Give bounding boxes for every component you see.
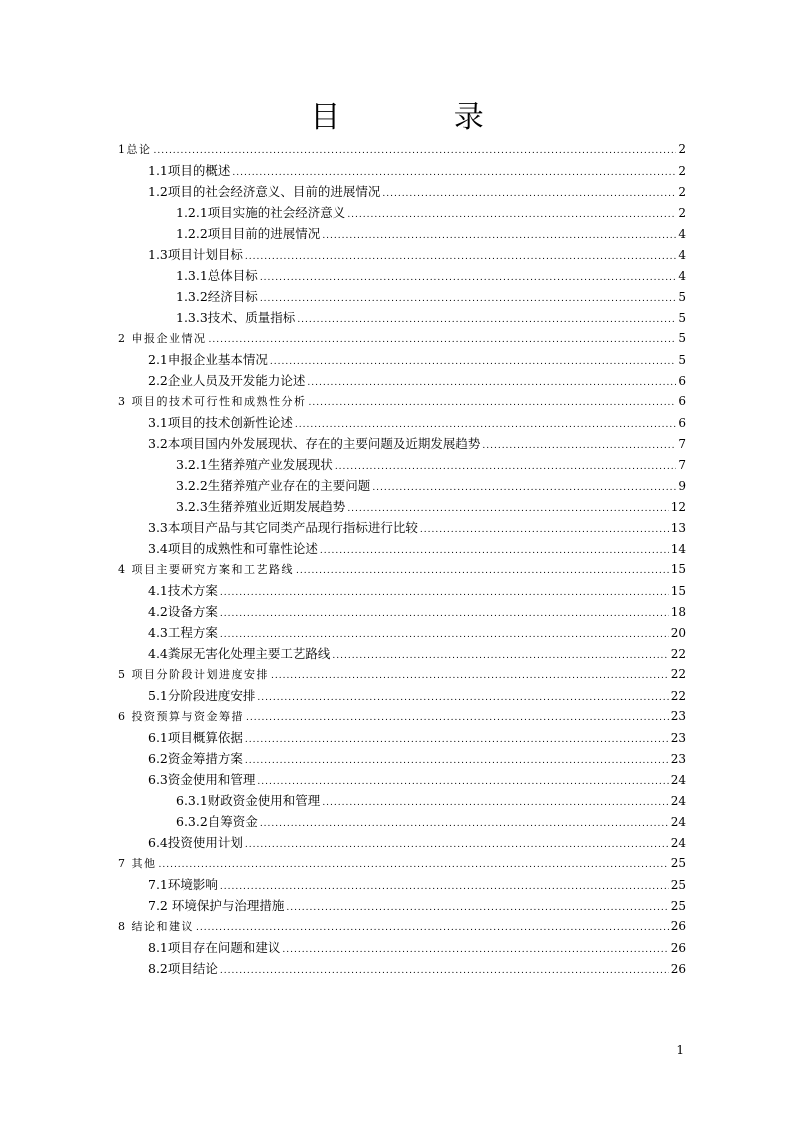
toc-entry-page: 9 <box>678 479 686 493</box>
toc-entry-page: 25 <box>670 856 686 870</box>
toc-entry-title: 2.1申报企业基本情况 <box>148 352 268 367</box>
toc-entry-page: 26 <box>670 962 686 976</box>
toc-entry[interactable] <box>118 937 686 958</box>
toc-entry-title: 1.2.2项目目前的进展情况 <box>176 226 321 241</box>
toc-entry-title: 6.4投资使用计划 <box>148 835 243 850</box>
toc-entry[interactable] <box>118 244 686 265</box>
toc-entry-title: 4.4粪尿无害化处理主要工艺路线 <box>148 646 331 661</box>
toc-entry-page: 2 <box>678 185 686 199</box>
toc-entry-page: 26 <box>670 919 686 933</box>
toc-entry-title: 3.2.1生猪养殖产业发展现状 <box>176 457 333 472</box>
toc-entry[interactable] <box>118 223 686 244</box>
toc-entry-title: 1.3.3技术、质量指标 <box>176 310 296 325</box>
toc-leader-dots <box>220 583 669 604</box>
toc-entry-title: 6.1项目概算依据 <box>148 730 243 745</box>
toc-entry-title: 6.3.2自筹资金 <box>176 814 258 829</box>
toc-entry-title: 3.2.3生猪养殖业近期发展趋势 <box>176 499 346 514</box>
toc-entry[interactable] <box>118 601 686 622</box>
toc-leader-dots <box>307 373 676 394</box>
toc-entry-title: 8 结论和建议 <box>118 920 194 933</box>
toc-entry[interactable] <box>118 916 686 937</box>
toc-entry-title: 4.3工程方案 <box>148 625 218 640</box>
toc-entry-page: 15 <box>670 562 686 576</box>
toc-entry-title: 3.2本项目国内外发展现状、存在的主要问题及近期发展趋势 <box>148 436 481 451</box>
toc-entry-page: 4 <box>678 227 686 241</box>
toc-leader-dots <box>220 877 669 898</box>
toc-leader-dots <box>309 393 677 414</box>
toc-entry[interactable] <box>118 433 686 454</box>
toc-leader-dots <box>154 141 677 162</box>
toc-entry-page: 22 <box>670 647 686 661</box>
page-title: 目 录 <box>310 100 536 135</box>
toc-entry-page: 13 <box>670 521 686 535</box>
toc-leader-dots <box>220 961 669 982</box>
toc-entry-page: 5 <box>678 311 686 325</box>
toc-leader-dots <box>245 835 669 856</box>
toc-entry-title: 3.3本项目产品与其它同类产品现行指标进行比较 <box>148 520 418 535</box>
toc-entry-page: 2 <box>678 206 686 220</box>
toc-entry-title: 4 项目主要研究方案和工艺路线 <box>118 563 294 576</box>
toc-entry-page: 4 <box>678 248 686 262</box>
toc-entry[interactable] <box>118 580 686 601</box>
toc-entry-title: 6.3资金使用和管理 <box>148 772 256 787</box>
toc-entry[interactable] <box>118 769 686 790</box>
toc-entry-title: 1总论 <box>118 143 152 156</box>
toc-leader-dots <box>245 247 676 268</box>
toc-entry[interactable] <box>118 370 686 391</box>
toc-leader-dots <box>271 666 669 687</box>
table-of-contents <box>118 139 686 979</box>
toc-entry[interactable] <box>118 139 686 160</box>
toc-leader-dots <box>372 478 676 499</box>
toc-entry[interactable] <box>118 874 686 895</box>
toc-entry-title: 6 投资预算与资金筹措 <box>118 710 244 723</box>
toc-entry-page: 2 <box>678 164 686 178</box>
toc-entry-title: 1.2项目的社会经济意义、目前的进展情况 <box>148 184 381 199</box>
toc-entry-page: 12 <box>670 500 686 514</box>
toc-entry-title: 6.2资金筹措方案 <box>148 751 243 766</box>
toc-entry-title: 7.2 环境保护与治理措施 <box>148 898 285 913</box>
toc-entry[interactable] <box>118 622 686 643</box>
toc-entry-page: 24 <box>670 815 686 829</box>
toc-entry-title: 8.2项目结论 <box>148 961 218 976</box>
toc-entry-page: 7 <box>678 458 686 472</box>
toc-entry-title: 3 项目的技术可行性和成熟性分析 <box>118 395 307 408</box>
toc-entry[interactable] <box>118 454 686 475</box>
toc-entry-title: 1.3项目计划目标 <box>148 247 243 262</box>
toc-entry-page: 24 <box>670 773 686 787</box>
toc-entry[interactable] <box>118 958 686 979</box>
toc-entry-title: 3.1项目的技术创新性论述 <box>148 415 293 430</box>
toc-entry-title: 1.3.2经济目标 <box>176 289 258 304</box>
toc-entry[interactable] <box>118 685 686 706</box>
toc-entry[interactable] <box>118 748 686 769</box>
toc-entry[interactable] <box>118 811 686 832</box>
toc-entry[interactable] <box>118 391 686 412</box>
toc-leader-dots <box>296 561 669 582</box>
toc-leader-dots <box>270 352 676 373</box>
toc-entry-title: 4.2设备方案 <box>148 604 218 619</box>
toc-entry[interactable] <box>118 853 686 874</box>
toc-entry-title: 8.1项目存在问题和建议 <box>148 940 281 955</box>
toc-entry-title: 4.1技术方案 <box>148 583 218 598</box>
page-number: 1 <box>676 1043 684 1057</box>
toc-entry-title: 2.2企业人员及开发能力论述 <box>148 373 306 388</box>
toc-leader-dots <box>245 730 669 751</box>
toc-entry-page: 22 <box>670 667 686 681</box>
toc-entry[interactable] <box>118 706 686 727</box>
toc-entry[interactable] <box>118 538 686 559</box>
toc-entry[interactable] <box>118 475 686 496</box>
toc-entry-title: 1.1项目的概述 <box>148 163 231 178</box>
toc-entry-title: 3.2.2生猪养殖产业存在的主要问题 <box>176 478 371 493</box>
toc-entry-page: 5 <box>678 331 686 345</box>
toc-leader-dots <box>286 898 668 919</box>
toc-leader-dots <box>335 457 677 478</box>
toc-entry-page: 24 <box>670 836 686 850</box>
toc-entry[interactable] <box>118 328 686 349</box>
toc-leader-dots <box>347 205 676 226</box>
toc-entry-title: 7.1环境影响 <box>148 877 218 892</box>
toc-entry[interactable] <box>118 160 686 181</box>
toc-entry-page: 23 <box>670 731 686 745</box>
toc-entry[interactable] <box>118 496 686 517</box>
toc-entry-title: 2 申报企业情况 <box>118 332 207 345</box>
toc-entry[interactable] <box>118 895 686 916</box>
toc-entry[interactable] <box>118 790 686 811</box>
toc-entry[interactable] <box>118 181 686 202</box>
toc-leader-dots <box>420 520 669 541</box>
toc-leader-dots <box>332 646 668 667</box>
toc-leader-dots <box>159 855 669 876</box>
toc-leader-dots <box>260 289 677 310</box>
toc-entry-page: 15 <box>670 584 686 598</box>
toc-entry-page: 26 <box>670 941 686 955</box>
toc-entry-title: 7 其他 <box>118 857 157 870</box>
toc-entry[interactable] <box>118 307 686 328</box>
toc-entry-page: 7 <box>678 437 686 451</box>
toc-entry-page: 6 <box>678 394 686 408</box>
toc-entry[interactable] <box>118 832 686 853</box>
toc-entry-page: 14 <box>670 542 686 556</box>
toc-leader-dots <box>322 226 676 247</box>
toc-leader-dots <box>260 814 669 835</box>
toc-entry-title: 1.2.1项目实施的社会经济意义 <box>176 205 346 220</box>
toc-leader-dots <box>322 793 668 814</box>
toc-leader-dots <box>245 751 669 772</box>
toc-entry-page: 23 <box>670 752 686 766</box>
toc-entry-title: 1.3.1总体目标 <box>176 268 258 283</box>
toc-entry[interactable] <box>118 727 686 748</box>
toc-entry[interactable] <box>118 349 686 370</box>
toc-entry-page: 25 <box>670 878 686 892</box>
toc-entry-page: 6 <box>678 374 686 388</box>
toc-entry-page: 4 <box>678 269 686 283</box>
toc-entry[interactable] <box>118 265 686 286</box>
toc-entry-page: 20 <box>670 626 686 640</box>
toc-leader-dots <box>220 604 669 625</box>
toc-entry[interactable] <box>118 286 686 307</box>
toc-leader-dots <box>257 688 668 709</box>
toc-leader-dots <box>196 918 669 939</box>
toc-leader-dots <box>320 541 669 562</box>
toc-entry-page: 22 <box>670 689 686 703</box>
toc-entry[interactable] <box>118 664 686 685</box>
toc-entry-page: 5 <box>678 353 686 367</box>
toc-leader-dots <box>246 708 669 729</box>
toc-entry-page: 2 <box>678 142 686 156</box>
toc-entry-page: 25 <box>670 899 686 913</box>
toc-entry-title: 5 项目分阶段计划进度安排 <box>118 668 269 681</box>
toc-entry-page: 5 <box>678 290 686 304</box>
toc-entry[interactable] <box>118 559 686 580</box>
toc-leader-dots <box>260 268 677 289</box>
toc-entry-page: 18 <box>670 605 686 619</box>
toc-entry-page: 24 <box>670 794 686 808</box>
toc-entry-title: 6.3.1财政资金使用和管理 <box>176 793 321 808</box>
toc-leader-dots <box>482 436 676 457</box>
toc-leader-dots <box>382 184 676 205</box>
toc-entry[interactable] <box>118 202 686 223</box>
toc-leader-dots <box>209 330 677 351</box>
toc-entry-title: 5.1分阶段进度安排 <box>148 688 256 703</box>
toc-entry-page: 6 <box>678 416 686 430</box>
toc-entry[interactable] <box>118 412 686 433</box>
toc-leader-dots <box>282 940 668 961</box>
toc-entry[interactable] <box>118 643 686 664</box>
toc-entry-title: 3.4项目的成熟性和可靠性论述 <box>148 541 318 556</box>
toc-entry[interactable] <box>118 517 686 538</box>
toc-leader-dots <box>297 310 676 331</box>
toc-entry-page: 23 <box>670 709 686 723</box>
